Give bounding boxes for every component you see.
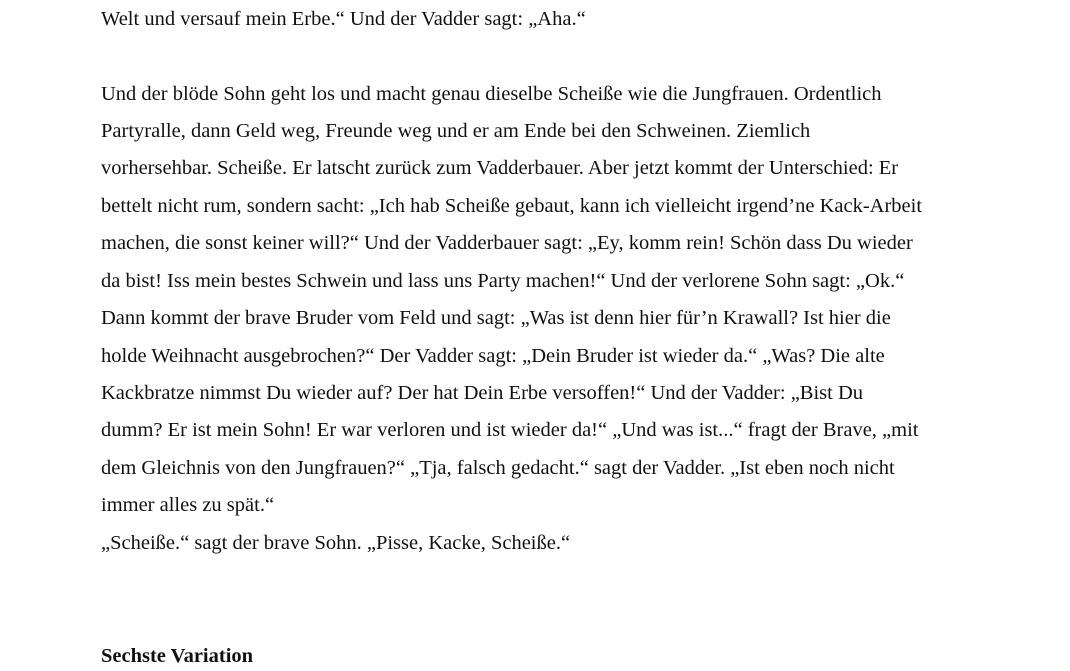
section-heading: Sechste Variation bbox=[101, 645, 254, 667]
paragraph-line: Und der blöde Sohn geht los und macht genau dieselbe Scheiße wie die Jungfrauen. Ordentlich bbox=[101, 83, 882, 105]
paragraph-line: dumm? Er ist mein Sohn! Er war verloren und ist wieder da!“ „Und was ist...“ fragt der Brave, „mit bbox=[101, 419, 919, 441]
paragraph-line: „Scheiße.“ sagt der brave Sohn. „Pisse, Kacke, Scheiße.“ bbox=[101, 532, 571, 554]
paragraph-line: da bist! Iss mein bestes Schwein und lass uns Party machen!“ Und der verlorene Sohn sagt: „Ok.“ bbox=[101, 270, 905, 292]
paragraph-line: bettelt nicht rum, sondern sacht: „Ich hab Scheiße gebaut, kann ich vielleicht irgend’ne Kack-Arbeit bbox=[101, 195, 923, 217]
paragraph-line: Dann kommt der brave Bruder vom Feld und sagt: „Was ist denn hier für’n Krawall? Ist hier die bbox=[101, 307, 891, 329]
paragraph-line: immer alles zu spät.“ bbox=[101, 494, 275, 516]
paragraph-line: vorhersehbar. Scheiße. Er latscht zurück zum Vadderbauer. Aber jetzt kommt der Unterschied: Er bbox=[101, 157, 899, 179]
paragraph-line: Welt und versauf mein Erbe.“ Und der Vadder sagt: „Aha.“ bbox=[101, 8, 586, 30]
paragraph-line: Partyralle, dann Geld weg, Freunde weg und er am Ende bei den Schweinen. Ziemlich bbox=[101, 120, 811, 142]
paragraph-line: Kackbratze nimmst Du wieder auf? Der hat Dein Erbe versoffen!“ Und der Vadder: „Bist Du bbox=[101, 382, 864, 404]
paragraph-line: dem Gleichnis von den Jungfrauen?“ „Tja, falsch gedacht.“ sagt der Vadder. „Ist eben noch nicht bbox=[101, 457, 895, 479]
paragraph-line: holde Weihnacht ausgebrochen?“ Der Vadder sagt: „Dein Bruder ist wieder da.“ „Was? Die alte bbox=[101, 345, 885, 367]
paragraph-line: machen, die sonst keiner will?“ Und der Vadderbauer sagt: „Ey, komm rein! Schön dass Du wieder bbox=[101, 232, 913, 254]
